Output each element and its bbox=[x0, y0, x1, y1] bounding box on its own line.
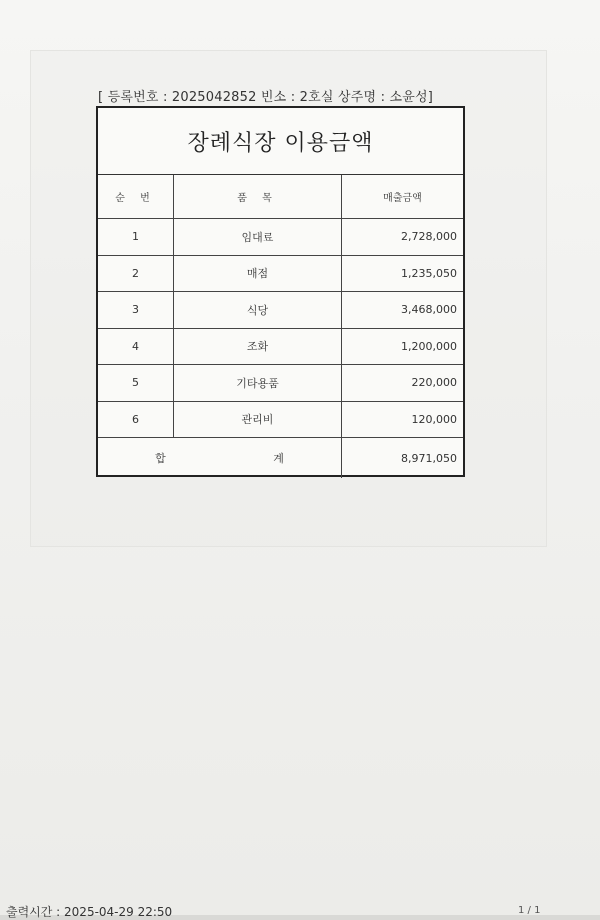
row-amount: 3,468,000 bbox=[401, 303, 457, 317]
row-item: 조화 bbox=[174, 329, 342, 365]
table-row bbox=[98, 219, 463, 256]
row-number: 1 bbox=[98, 219, 174, 255]
header-amount: 매출금액 bbox=[383, 193, 422, 204]
row-amount: 1,200,000 bbox=[401, 339, 457, 353]
header-number: 순 번 bbox=[98, 175, 174, 218]
row-item: 기타용품 bbox=[174, 365, 342, 401]
print-time: 출력시간 : 2025-04-29 22:50 bbox=[6, 905, 173, 919]
usage-amount-table bbox=[96, 106, 465, 477]
registration-info-line: [ 등록번호 : 2025042852 빈소 : 2호실 상주명 : 소윤성] bbox=[98, 90, 434, 105]
table-row bbox=[98, 329, 463, 366]
row-amount: 1,235,050 bbox=[401, 266, 457, 280]
row-amount: 120,000 bbox=[411, 412, 457, 426]
total-row bbox=[98, 438, 463, 478]
row-number: 6 bbox=[98, 402, 174, 438]
total-amount: 8,971,050 bbox=[401, 451, 457, 465]
total-label: 합 계 bbox=[98, 438, 342, 478]
table-row bbox=[98, 256, 463, 293]
row-item: 관리비 bbox=[174, 402, 342, 438]
table-row bbox=[98, 402, 463, 439]
row-item: 임대료 bbox=[174, 219, 342, 255]
table-header-row bbox=[98, 175, 463, 219]
table-row bbox=[98, 365, 463, 402]
row-amount: 2,728,000 bbox=[401, 230, 457, 244]
row-item: 매점 bbox=[174, 256, 342, 292]
row-number: 4 bbox=[98, 329, 174, 365]
table-row bbox=[98, 292, 463, 329]
row-number: 2 bbox=[98, 256, 174, 292]
table-title: 장례식장 이용금액 bbox=[98, 108, 463, 175]
row-amount: 220,000 bbox=[411, 376, 457, 390]
row-item: 식당 bbox=[174, 292, 342, 328]
row-number: 5 bbox=[98, 365, 174, 401]
page-number: 1 / 1 bbox=[518, 905, 541, 916]
header-item: 품 목 bbox=[174, 175, 342, 218]
row-number: 3 bbox=[98, 292, 174, 328]
